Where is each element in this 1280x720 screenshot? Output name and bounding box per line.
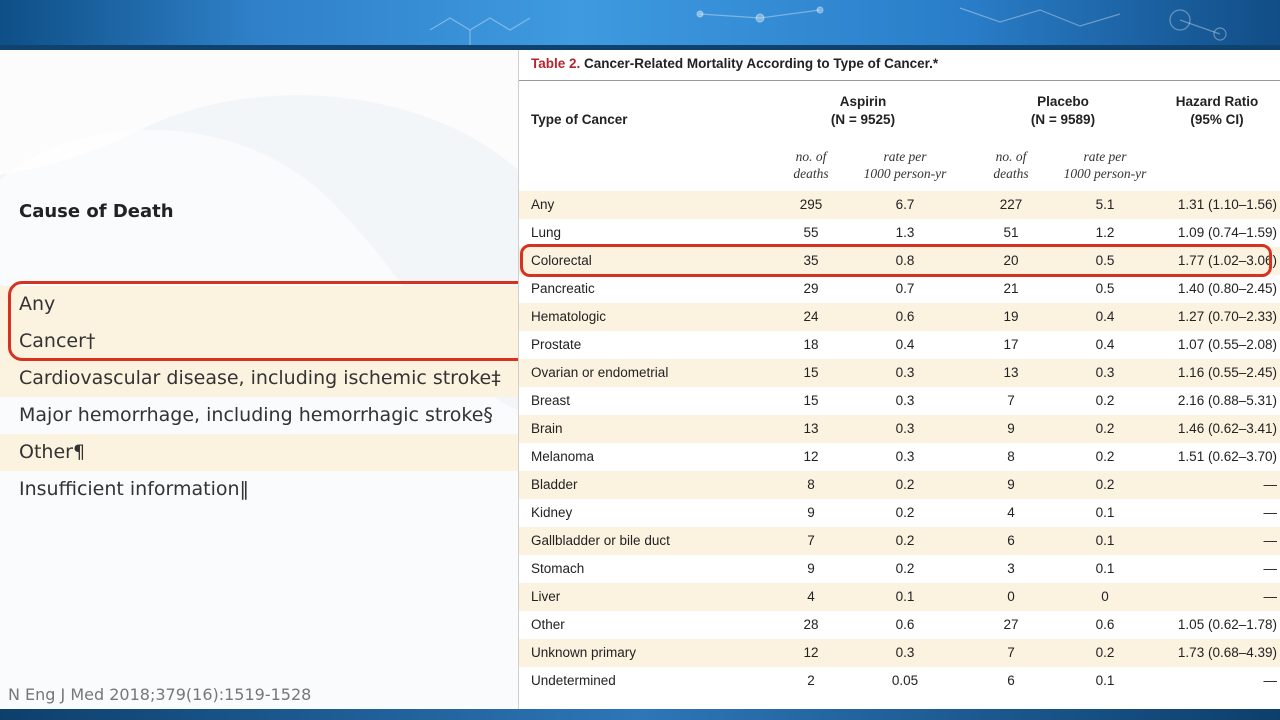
cell-placebo-deaths: 13 — [1003, 365, 1019, 380]
table-row — [519, 331, 1280, 359]
table-row — [519, 443, 1280, 471]
cell-placebo-rate: 0.4 — [1095, 337, 1115, 352]
cell-hazard-ratio: — — [1263, 561, 1277, 576]
table-row — [519, 639, 1280, 667]
cell-type: Ovarian or endometrial — [531, 365, 669, 380]
cell-placebo-rate: 0.2 — [1095, 393, 1115, 408]
cell-placebo-rate: 0.1 — [1095, 561, 1115, 576]
cell-type: Gallbladder or bile duct — [531, 533, 670, 548]
cell-hazard-ratio: — — [1263, 589, 1277, 604]
subheader-line: rate per — [1083, 149, 1127, 164]
cell-placebo-deaths: 19 — [1003, 309, 1019, 324]
cause-of-death-heading: Cause of Death — [19, 201, 174, 222]
cell-hazard-ratio: 1.05 (0.62–1.78) — [1177, 617, 1277, 632]
subheader-line: 1000 person-yr — [1063, 166, 1147, 181]
colorectal-highlight-box — [520, 244, 1272, 277]
cell-aspirin-deaths: 4 — [807, 589, 815, 604]
subheader-line: no. of — [995, 149, 1027, 164]
cell-hazard-ratio: 1.40 (0.80–2.45) — [1177, 281, 1277, 296]
cell-aspirin-deaths: 29 — [803, 281, 819, 296]
header-placebo-label: Placebo — [1037, 94, 1089, 109]
header-aspirin-n: (N = 9525) — [830, 112, 896, 127]
cell-aspirin-rate: 0.3 — [895, 393, 915, 408]
cell-aspirin-rate: 0.2 — [895, 533, 915, 548]
subheader-line: 1000 person-yr — [863, 166, 947, 181]
cell-hazard-ratio: 1.73 (0.68–4.39) — [1177, 645, 1277, 660]
cell-hazard-ratio: 1.77 (1.02–3.06) — [1177, 253, 1277, 268]
cell-type: Melanoma — [531, 449, 595, 464]
table-row — [519, 583, 1280, 611]
cell-aspirin-deaths: 8 — [807, 477, 815, 492]
table-row — [519, 387, 1280, 415]
cause-list-item: Major hemorrhage, including hemorrhagic stroke§ — [19, 404, 493, 426]
header-placebo-n: (N = 9589) — [1030, 112, 1096, 127]
cell-aspirin-deaths: 55 — [803, 225, 819, 240]
subheader-line: deaths — [793, 166, 829, 181]
cell-hazard-ratio: 1.09 (0.74–1.59) — [1177, 225, 1277, 240]
cell-type: Brain — [531, 421, 563, 436]
subheader-aspirin-deaths — [781, 148, 841, 182]
cell-type: Any — [531, 197, 555, 212]
cell-type: Undetermined — [531, 673, 616, 688]
molecule-decoration-icon — [0, 0, 1280, 50]
cell-hazard-ratio: 1.16 (0.55–2.45) — [1177, 365, 1277, 380]
cell-placebo-rate: 0.4 — [1095, 309, 1115, 324]
table-row — [519, 527, 1280, 555]
cell-placebo-deaths: 4 — [1007, 505, 1015, 520]
cell-type: Liver — [531, 589, 561, 604]
cell-type: Kidney — [531, 505, 573, 520]
cell-aspirin-rate: 0.2 — [895, 477, 915, 492]
cause-list-item: Insufficient information‖ — [19, 478, 250, 500]
header-type-of-cancer: Type of Cancer — [531, 112, 628, 127]
cell-hazard-ratio: — — [1263, 477, 1277, 492]
cell-hazard-ratio: — — [1263, 533, 1277, 548]
cell-aspirin-deaths: 2 — [807, 673, 815, 688]
cell-aspirin-rate: 0.2 — [895, 505, 915, 520]
cell-aspirin-rate: 1.3 — [895, 225, 915, 240]
cell-placebo-deaths: 0 — [1007, 589, 1015, 604]
cell-placebo-deaths: 17 — [1003, 337, 1019, 352]
cell-aspirin-deaths: 9 — [807, 505, 815, 520]
cell-type: Lung — [531, 225, 562, 240]
cell-placebo-deaths: 9 — [1007, 477, 1015, 492]
cause-list-item: Other¶ — [0, 434, 518, 471]
cell-placebo-rate: 0.1 — [1095, 533, 1115, 548]
cell-aspirin-rate: 0.3 — [895, 645, 915, 660]
cell-hazard-ratio: 1.46 (0.62–3.41) — [1177, 421, 1277, 436]
table-row — [519, 499, 1280, 527]
cell-hazard-ratio: — — [1263, 673, 1277, 688]
cell-type: Pancreatic — [531, 281, 595, 296]
cell-aspirin-rate: 0.3 — [895, 449, 915, 464]
cell-placebo-rate: 0 — [1101, 589, 1109, 604]
cell-placebo-rate: 5.1 — [1095, 197, 1115, 212]
cell-hazard-ratio: 2.16 (0.88–5.31) — [1177, 393, 1277, 408]
cell-placebo-rate: 0.1 — [1095, 673, 1115, 688]
table-row — [519, 275, 1280, 303]
cell-aspirin-deaths: 28 — [803, 617, 819, 632]
left-highlight-box — [8, 281, 548, 361]
subheader-aspirin-rate — [855, 148, 955, 182]
cell-placebo-rate: 0.2 — [1095, 477, 1115, 492]
cell-aspirin-deaths: 35 — [803, 253, 819, 268]
cell-aspirin-deaths: 9 — [807, 561, 815, 576]
subheader-line: no. of — [795, 149, 827, 164]
cell-placebo-deaths: 227 — [999, 197, 1023, 212]
cell-aspirin-deaths: 13 — [803, 421, 819, 436]
cell-placebo-deaths: 7 — [1007, 393, 1015, 408]
table-row — [519, 471, 1280, 499]
cell-placebo-deaths: 27 — [1003, 617, 1019, 632]
cell-aspirin-rate: 0.1 — [895, 589, 915, 604]
cell-aspirin-deaths: 12 — [803, 645, 819, 660]
cell-placebo-rate: 0.6 — [1095, 617, 1115, 632]
cell-type: Stomach — [531, 561, 585, 576]
header-aspirin — [781, 93, 945, 129]
cell-hazard-ratio: 1.51 (0.62–3.70) — [1177, 449, 1277, 464]
header-hazard-ratio-label: Hazard Ratio — [1175, 94, 1259, 109]
table-row — [519, 555, 1280, 583]
cell-type: Bladder — [531, 477, 578, 492]
cell-placebo-rate: 1.2 — [1095, 225, 1115, 240]
cell-hazard-ratio: 1.07 (0.55–2.08) — [1177, 337, 1277, 352]
cell-placebo-rate: 0.2 — [1095, 645, 1115, 660]
table-row — [519, 415, 1280, 443]
cause-list-item: Any — [0, 286, 518, 323]
table-row — [519, 667, 1280, 695]
cell-aspirin-deaths: 12 — [803, 449, 819, 464]
cell-type: Colorectal — [531, 253, 592, 268]
header-banner — [0, 0, 1280, 50]
cell-type: Prostate — [531, 337, 582, 352]
header-placebo — [981, 93, 1145, 129]
cell-type: Unknown primary — [531, 645, 637, 660]
table-row — [519, 611, 1280, 639]
cell-aspirin-rate: 0.6 — [895, 617, 915, 632]
table-title: Cancer-Related Mortality According to Type of Cancer.* — [580, 56, 939, 71]
subheader-placebo-deaths — [981, 148, 1041, 182]
cell-aspirin-rate: 0.4 — [895, 337, 915, 352]
table-row — [519, 359, 1280, 387]
cell-type: Other — [531, 617, 565, 632]
table-row — [519, 191, 1280, 219]
caption-rule — [519, 80, 1280, 81]
header-hazard-ratio — [1157, 93, 1277, 129]
cause-list-item: Cancer† — [0, 323, 518, 360]
cause-list-item: Cardiovascular disease, including ischemic stroke‡ — [0, 360, 518, 397]
subheader-placebo-rate — [1055, 148, 1155, 182]
cell-aspirin-deaths: 15 — [803, 365, 819, 380]
cell-type: Breast — [531, 393, 571, 408]
cell-type: Hematologic — [531, 309, 607, 324]
cell-hazard-ratio: 1.31 (1.10–1.56) — [1177, 197, 1277, 212]
table-panel — [518, 50, 1280, 709]
cell-placebo-deaths: 6 — [1007, 533, 1015, 548]
cell-placebo-deaths: 51 — [1003, 225, 1019, 240]
table-row — [519, 219, 1280, 247]
table-caption — [531, 56, 938, 71]
cell-aspirin-rate: 0.8 — [895, 253, 915, 268]
cell-placebo-rate: 0.3 — [1095, 365, 1115, 380]
citation: N Eng J Med 2018;379(16):1519-1528 — [8, 685, 312, 704]
cell-hazard-ratio: — — [1263, 505, 1277, 520]
cell-placebo-deaths: 21 — [1003, 281, 1019, 296]
cell-aspirin-rate: 0.7 — [895, 281, 915, 296]
cell-aspirin-deaths: 295 — [799, 197, 823, 212]
table-number: Table 2. — [531, 56, 581, 71]
cell-aspirin-deaths: 15 — [803, 393, 819, 408]
subheader-line: rate per — [883, 149, 927, 164]
cell-placebo-rate: 0.2 — [1095, 449, 1115, 464]
table-row — [519, 303, 1280, 331]
cell-placebo-deaths: 8 — [1007, 449, 1015, 464]
cell-aspirin-deaths: 7 — [807, 533, 815, 548]
cell-aspirin-rate: 0.2 — [895, 561, 915, 576]
subheader-line: deaths — [993, 166, 1029, 181]
cell-aspirin-rate: 6.7 — [895, 197, 915, 212]
cell-placebo-deaths: 3 — [1007, 561, 1015, 576]
cell-aspirin-rate: 0.6 — [895, 309, 915, 324]
header-hazard-ratio-ci: (95% CI) — [1190, 112, 1244, 127]
cell-placebo-rate: 0.5 — [1095, 253, 1115, 268]
cell-placebo-rate: 0.1 — [1095, 505, 1115, 520]
cell-placebo-rate: 0.5 — [1095, 281, 1115, 296]
footer-strip — [0, 709, 1280, 720]
cell-placebo-rate: 0.2 — [1095, 421, 1115, 436]
cell-hazard-ratio: 1.27 (0.70–2.33) — [1177, 309, 1277, 324]
cell-aspirin-deaths: 24 — [803, 309, 819, 324]
cell-placebo-deaths: 6 — [1007, 673, 1015, 688]
cell-placebo-deaths: 20 — [1003, 253, 1019, 268]
header-aspirin-label: Aspirin — [839, 94, 887, 109]
cell-placebo-deaths: 9 — [1007, 421, 1015, 436]
cell-placebo-deaths: 7 — [1007, 645, 1015, 660]
cell-aspirin-rate: 0.3 — [895, 421, 915, 436]
cell-aspirin-rate: 0.3 — [895, 365, 915, 380]
cell-aspirin-rate: 0.05 — [891, 673, 919, 688]
cell-aspirin-deaths: 18 — [803, 337, 819, 352]
